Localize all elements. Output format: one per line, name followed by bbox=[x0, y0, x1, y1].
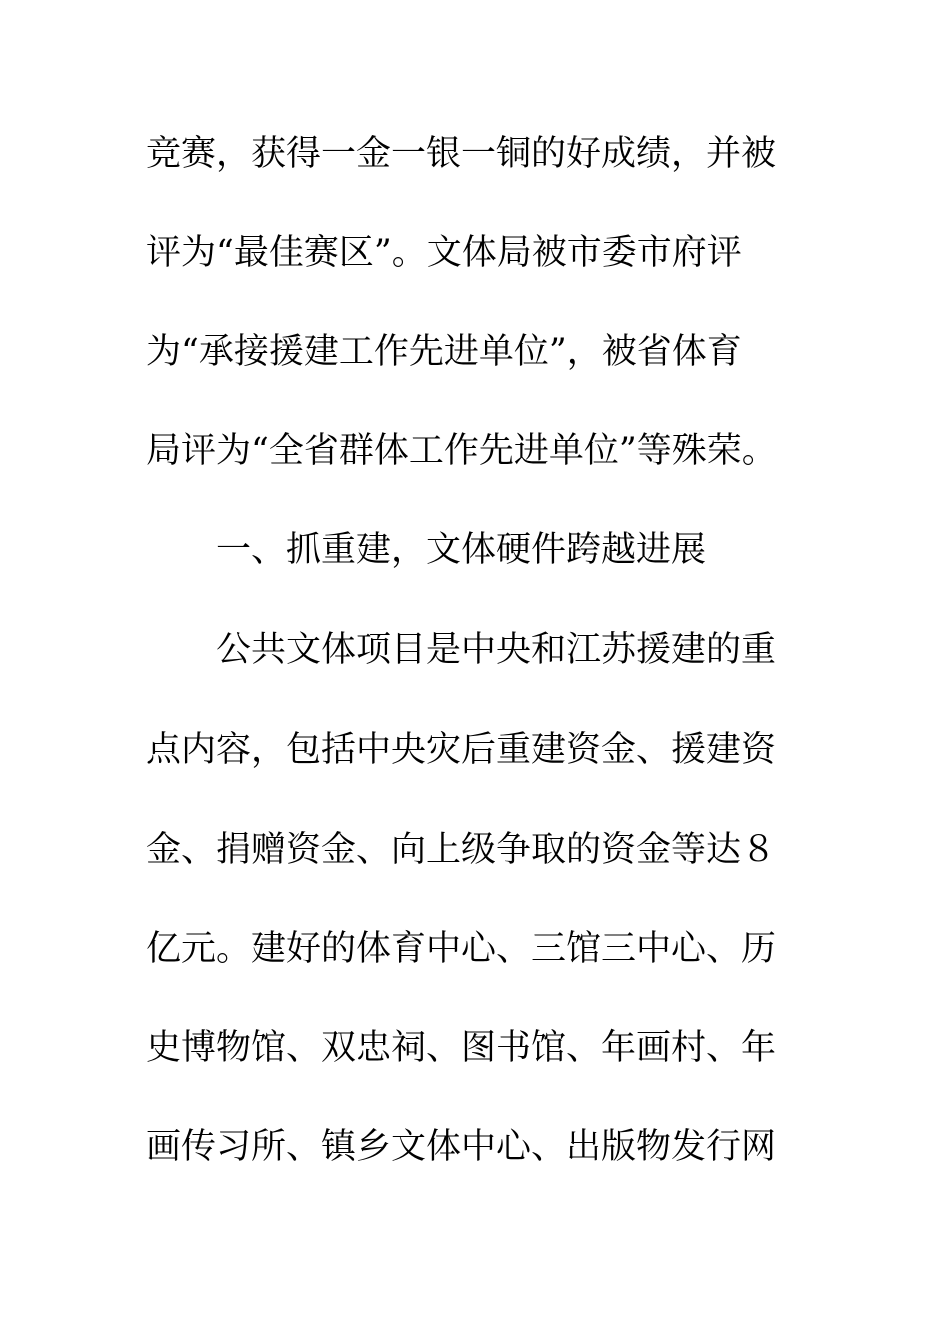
paragraph-line: 公共文体项目是中央和江苏援建的重 bbox=[216, 630, 777, 670]
paragraph-line: 为“承接援建工作先进单位”，被省体育 bbox=[146, 332, 742, 372]
section-heading: 一、抓重建，文体硬件跨越进展 bbox=[216, 530, 707, 570]
paragraph-line: 画传习所、镇乡文体中心、出版物发行网 bbox=[146, 1127, 777, 1167]
paragraph-line: 亿元。建好的体育中心、三馆三中心、历 bbox=[146, 929, 777, 969]
paragraph-line: 竞赛，获得一金一银一铜的好成绩，并被 bbox=[146, 134, 777, 174]
paragraph-line: 点内容，包括中央灾后重建资金、援建资 bbox=[146, 730, 777, 770]
paragraph-line: 评为“最佳赛区”。文体局被市委市府评 bbox=[146, 233, 742, 273]
paragraph-line: 史博物馆、双忠祠、图书馆、年画村、年 bbox=[146, 1028, 777, 1068]
paragraph-line: 金、捐赠资金、向上级争取的资金等达８ bbox=[146, 830, 777, 870]
paragraph-line: 局评为“全省群体工作先进单位”等殊荣。 bbox=[146, 431, 777, 471]
